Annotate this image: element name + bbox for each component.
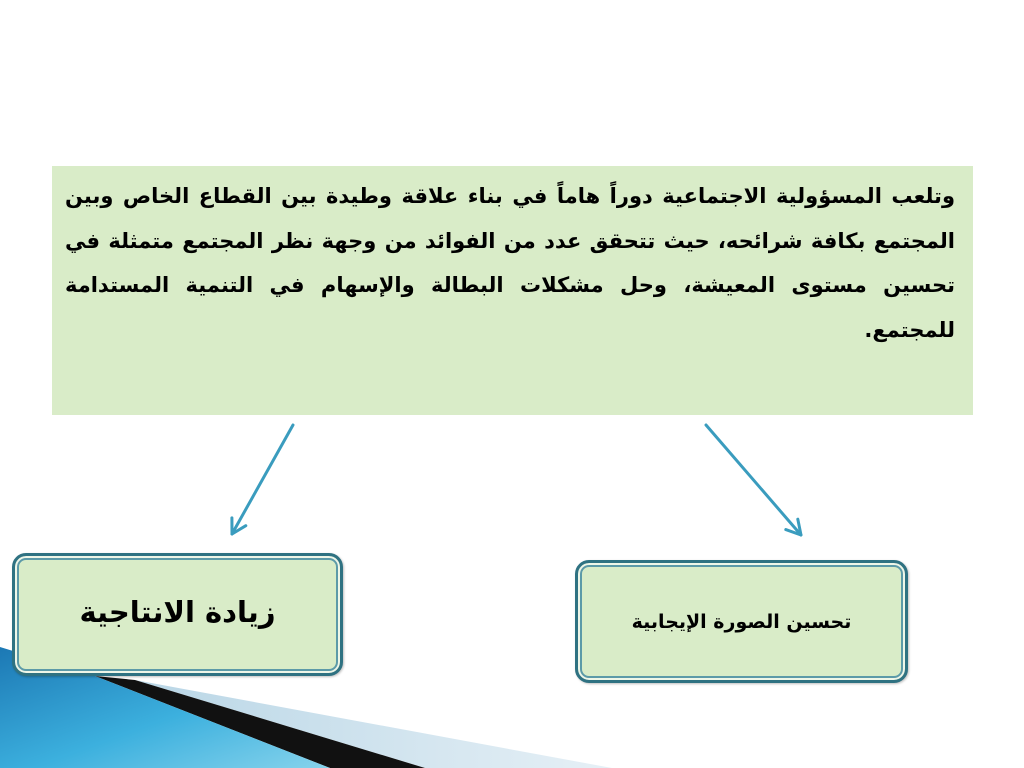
main-paragraph: وتلعب المسؤولية الاجتماعية دوراً هاماً في بناء علاقة وطيدة بين القطاع الخاص وبين المجتمع بكافة شرائحه، حيث تتحقق عدد من الفوائد من وجهة نظر المجتمع متمثلة في تحسين مستوى المعيشة، وحل مشكلات البطالة والإسهام في التنمية المستدامة للمجتمع. [65,184,955,342]
productivity-increase-box [12,553,343,676]
arrow-to-right-box [706,425,801,535]
arrow-to-left-box [232,425,293,534]
positive-image-box [575,560,908,683]
arrow-right-shaft [706,425,801,535]
productivity-increase-label: زيادة الانتاجية [79,594,276,629]
arrow-left-shaft [232,425,293,534]
positive-image-label: تحسين الصورة الإيجابية [631,610,852,633]
